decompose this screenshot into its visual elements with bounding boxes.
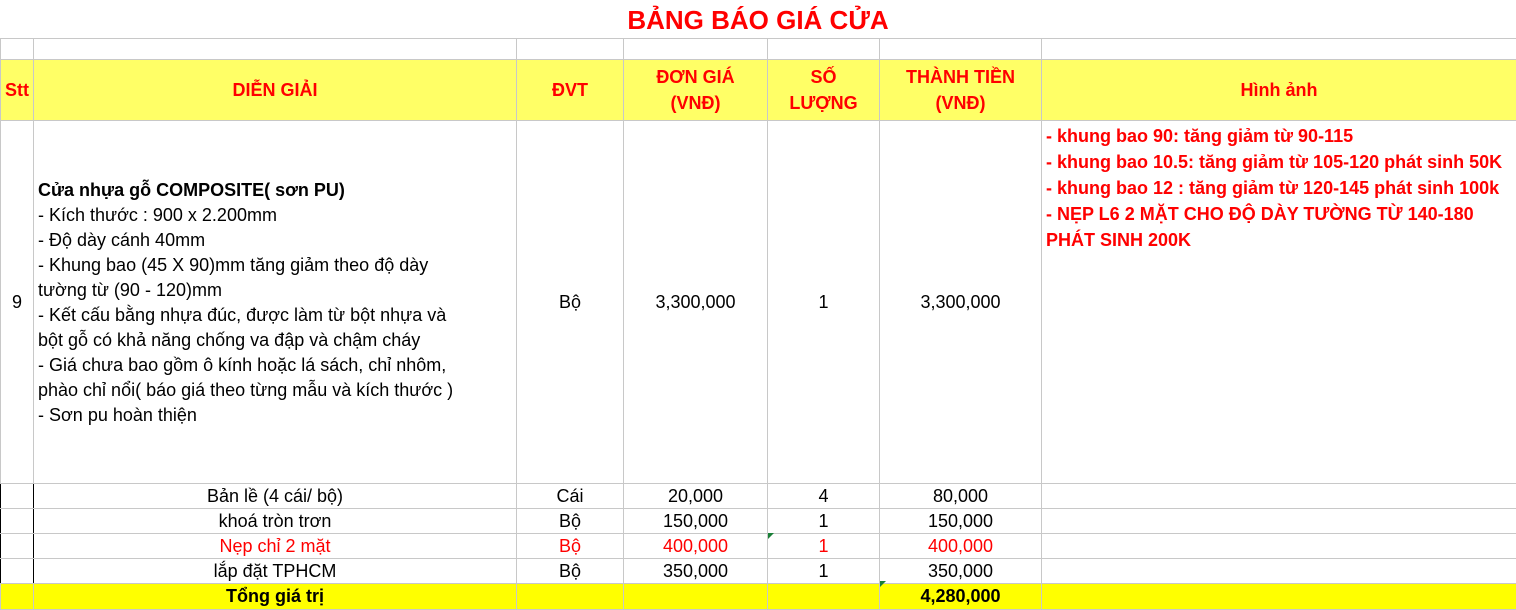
sub-stt-cell[interactable] — [1, 559, 34, 584]
desc-line: - Độ dày cánh 40mm — [38, 228, 512, 253]
header-thanh-tien-line2: (VNĐ) — [880, 90, 1041, 116]
sub-so-luong[interactable]: 1 — [768, 534, 880, 559]
main-don-gia[interactable]: 3,300,000 — [624, 121, 768, 484]
sub-so-luong[interactable]: 1 — [768, 509, 880, 534]
comment-indicator — [768, 533, 774, 539]
header-don-gia-line1: ĐƠN GIÁ — [624, 64, 767, 90]
sub-don-gia[interactable]: 350,000 — [624, 559, 768, 584]
comment-indicator — [880, 581, 886, 587]
header-so-luong-line2: LƯỢNG — [768, 90, 879, 116]
sub-image-cell[interactable] — [1042, 534, 1516, 559]
sub-item-row — [1, 484, 1516, 509]
sub-image-cell[interactable] — [1042, 559, 1516, 584]
desc-line: - Sơn pu hoàn thiện — [38, 403, 512, 428]
note-line: - NẸP L6 2 MẶT CHO ĐỘ DÀY TƯỜNG TỪ 140-180 PHÁT SINH 200K — [1046, 201, 1512, 253]
desc-line: tường từ (90 - 120)mm — [38, 278, 512, 303]
header-so-luong-line1: SỐ — [768, 64, 879, 90]
main-thanh-tien[interactable]: 3,300,000 — [880, 121, 1042, 484]
sub-thanh-tien[interactable]: 150,000 — [880, 509, 1042, 534]
header-don-gia[interactable] — [624, 60, 768, 121]
header-row — [1, 60, 1516, 121]
sub-thanh-tien[interactable]: 400,000 — [880, 534, 1042, 559]
sub-name[interactable]: khoá tròn trơn — [34, 509, 517, 534]
sub-dvt[interactable]: Bộ — [517, 509, 624, 534]
main-so-luong[interactable]: 1 — [768, 121, 880, 484]
sub-don-gia[interactable]: 150,000 — [624, 509, 768, 534]
sheet-title: BẢNG BÁO GIÁ CỬA — [0, 0, 1516, 38]
main-stt[interactable]: 9 — [1, 121, 34, 484]
desc-line: phào chỉ nổi( báo giá theo từng mẫu và kích thước ) — [38, 378, 512, 403]
sub-stt-cell[interactable] — [1, 509, 34, 534]
sub-item-row — [1, 534, 1516, 559]
total-dvt-cell[interactable] — [517, 584, 624, 610]
sub-dvt[interactable]: Bộ — [517, 534, 624, 559]
total-so-luong-cell[interactable] — [768, 584, 880, 610]
desc-line: - Khung bao (45 X 90)mm tăng giảm theo độ dày — [38, 253, 512, 278]
sub-don-gia[interactable]: 20,000 — [624, 484, 768, 509]
header-so-luong[interactable] — [768, 60, 880, 121]
note-line: - khung bao 90: tăng giảm từ 90-115 — [1046, 123, 1512, 149]
main-description[interactable] — [34, 121, 517, 484]
header-thanh-tien-line1: THÀNH TIỀN — [880, 64, 1041, 90]
sub-don-gia[interactable]: 400,000 — [624, 534, 768, 559]
sub-stt-cell[interactable] — [1, 534, 34, 559]
header-don-gia-line2: (VNĐ) — [624, 90, 767, 116]
header-dvt[interactable]: ĐVT — [517, 60, 624, 121]
header-stt[interactable]: Stt — [1, 60, 34, 121]
sub-so-luong[interactable]: 1 — [768, 559, 880, 584]
note-line: - khung bao 10.5: tăng giảm từ 105-120 phát sinh 50K — [1046, 149, 1512, 175]
total-stt-cell[interactable] — [1, 584, 34, 610]
sub-item-row — [1, 559, 1516, 584]
price-quote-table — [0, 38, 1516, 610]
desc-line: - Giá chưa bao gồm ô kính hoặc lá sách, chỉ nhôm, — [38, 353, 512, 378]
spacer-row — [1, 39, 1516, 60]
sub-item-row — [1, 509, 1516, 534]
main-item-row — [1, 121, 1516, 484]
total-label[interactable]: Tổng giá trị — [34, 584, 517, 610]
desc-line: bột gỗ có khả năng chống va đập và chậm cháy — [38, 328, 512, 353]
header-thanh-tien[interactable] — [880, 60, 1042, 121]
sub-name[interactable]: Bản lề (4 cái/ bộ) — [34, 484, 517, 509]
sub-so-luong[interactable]: 4 — [768, 484, 880, 509]
note-line: - khung bao 12 : tăng giảm từ 120-145 phát sinh 100k — [1046, 175, 1512, 201]
header-hinh-anh[interactable]: Hình ảnh — [1042, 60, 1516, 121]
total-value[interactable]: 4,280,000 — [880, 584, 1042, 610]
sub-dvt[interactable]: Bộ — [517, 559, 624, 584]
sub-name[interactable]: lắp đặt TPHCM — [34, 559, 517, 584]
total-image-cell[interactable] — [1042, 584, 1516, 610]
sub-thanh-tien[interactable]: 350,000 — [880, 559, 1042, 584]
total-don-gia-cell[interactable] — [624, 584, 768, 610]
desc-line: - Kích thước : 900 x 2.200mm — [38, 203, 512, 228]
sub-thanh-tien[interactable]: 80,000 — [880, 484, 1042, 509]
main-dvt[interactable]: Bộ — [517, 121, 624, 484]
sub-stt-cell[interactable] — [1, 484, 34, 509]
main-heading: Cửa nhựa gỗ COMPOSITE( sơn PU) — [38, 178, 512, 203]
sub-dvt[interactable]: Cái — [517, 484, 624, 509]
header-dien-giai[interactable]: DIỄN GIẢI — [34, 60, 517, 121]
sub-image-cell[interactable] — [1042, 484, 1516, 509]
sub-name[interactable]: Nẹp chỉ 2 mặt — [34, 534, 517, 559]
main-notes[interactable] — [1042, 121, 1516, 484]
desc-line: - Kết cấu bằng nhựa đúc, được làm từ bột nhựa và — [38, 303, 512, 328]
total-row — [1, 584, 1516, 610]
sub-image-cell[interactable] — [1042, 509, 1516, 534]
